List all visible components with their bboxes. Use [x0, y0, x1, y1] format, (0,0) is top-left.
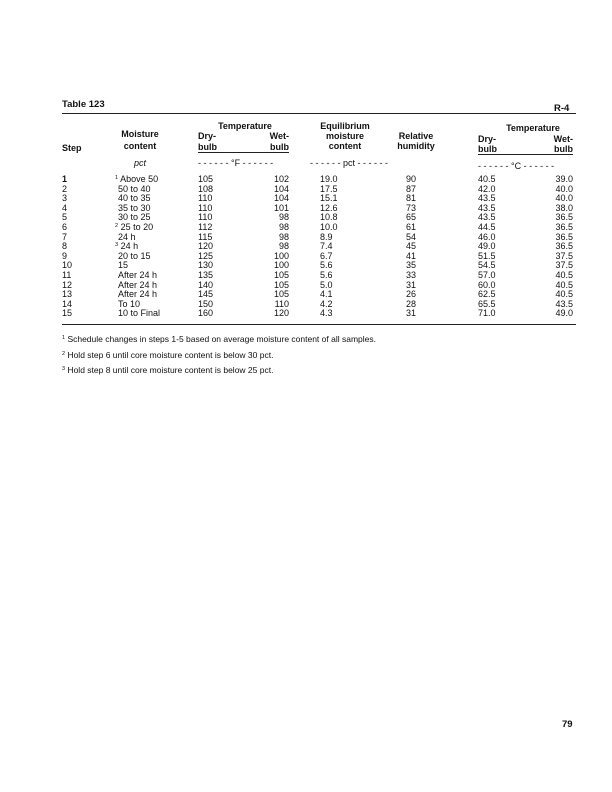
cell-emc: 5.0: [320, 279, 333, 290]
cell-dry-f: 110: [198, 212, 213, 223]
cell-dry-f: 125: [198, 250, 214, 261]
col-wet-bulb-c-2: bulb: [554, 144, 573, 154]
cell-moisture: [118, 289, 157, 299]
cell-rh: 41: [405, 250, 416, 261]
footnote-ref: 2: [115, 223, 119, 229]
cell-rh: 61: [405, 222, 416, 232]
moisture-value: 40 to 35: [118, 193, 151, 204]
cell-wet-c: 36.5: [555, 241, 573, 252]
cell-dry-f: 150: [198, 298, 214, 309]
col-dry-bulb-f-1: Dry-: [198, 131, 217, 141]
cell-dry-c: 62.5: [478, 289, 496, 300]
unit-emc: - - - - - - pct - - - - - -: [310, 158, 388, 168]
moisture-value: To 10: [118, 298, 141, 309]
cell-wet-f: 98: [278, 231, 289, 242]
cell-moisture: [118, 232, 136, 242]
cell-step: 7: [62, 231, 68, 242]
col-temperature-f: Temperature: [218, 121, 272, 131]
col-temperature-c: Temperature: [506, 123, 560, 133]
cell-wet-f: 105: [273, 289, 289, 300]
moisture-value: 10 to Final: [118, 308, 161, 319]
footnote-ref: 3: [115, 242, 119, 249]
cell-step: 5: [62, 212, 68, 223]
cell-dry-c: 40.5: [478, 174, 496, 184]
moisture-value: 24 h: [118, 231, 136, 242]
moisture-value: 50 to 40: [118, 183, 151, 194]
unit-moisture: pct: [133, 158, 146, 168]
cell-dry-c: 65.5: [478, 298, 496, 309]
cell-dry-c: 54.5: [478, 260, 496, 271]
page-number: 79: [562, 719, 573, 730]
cell-wet-f: 104: [273, 193, 289, 204]
cell-emc: 10.0: [320, 222, 338, 232]
cell-moisture: [118, 184, 151, 194]
cell-emc: 4.3: [320, 308, 333, 319]
cell-step: 15: [62, 308, 73, 319]
cell-emc: 5.6: [320, 270, 333, 280]
cell-dry-f: 108: [198, 183, 214, 194]
cell-dry-f: 110: [198, 202, 213, 213]
cell-moisture: [118, 212, 151, 222]
temp-f-underline: [198, 152, 289, 153]
cell-emc: 4.2: [320, 298, 333, 309]
cell-wet-f: 101: [273, 202, 289, 213]
cell-emc: 6.7: [320, 250, 333, 261]
cell-emc: 17.5: [320, 183, 338, 194]
col-dry-bulb-f-2: bulb: [198, 142, 217, 152]
cell-wet-f: 105: [273, 270, 289, 280]
col-equilibrium-3: content: [328, 141, 362, 151]
unit-fahrenheit: - - - - - - °F - - - - - -: [198, 158, 274, 168]
temp-c-underline: [478, 154, 573, 155]
cell-emc: 15.1: [320, 193, 338, 204]
cell-dry-c: 43.5: [478, 193, 496, 204]
cell-dry-f: 145: [198, 289, 214, 300]
cell-emc: 7.4: [320, 241, 333, 252]
cell-wet-f: 100: [273, 260, 289, 271]
cell-step: 2: [62, 183, 68, 194]
footnote-text: Hold step 8 until core moisture content is below 25 pct.: [67, 365, 274, 375]
footnote-text: Schedule changes in steps 1-5 based on average moisture content of all samples.: [67, 334, 376, 344]
cell-moisture: [118, 270, 157, 280]
cell-step: 8: [62, 241, 68, 252]
footnote-mark: 1: [62, 335, 66, 341]
cell-wet-f: 102: [273, 174, 289, 184]
top-rule: [62, 113, 576, 114]
moisture-value: 35 to 30: [118, 202, 151, 213]
cell-wet-f: 98: [278, 222, 289, 232]
cell-wet-f: 105: [273, 279, 289, 290]
cell-wet-f: 110: [274, 298, 289, 309]
col-wet-bulb-f-1: Wet-: [269, 131, 289, 141]
cell-wet-c: 39.0: [555, 174, 573, 184]
footnote-mark: 2: [62, 351, 66, 357]
footnote: [62, 365, 273, 375]
cell-wet-c: 43.5: [555, 298, 573, 309]
cell-dry-c: 43.5: [478, 212, 496, 223]
moisture-value: Above 50: [120, 174, 159, 184]
cell-emc: 5.6: [320, 260, 333, 271]
cell-rh: 90: [405, 174, 416, 184]
cell-wet-c: 40.5: [555, 279, 573, 290]
cell-wet-c: 40.5: [555, 289, 573, 300]
cell-moisture: [118, 299, 140, 309]
col-moisture-1: Moisture: [121, 129, 159, 139]
cell-dry-c: 49.0: [478, 241, 496, 252]
table-label: Table 123: [62, 99, 105, 110]
cell-moisture: [118, 280, 157, 290]
cell-moisture: [115, 222, 153, 232]
moisture-value: 24 h: [120, 241, 139, 252]
cell-wet-f: 100: [273, 250, 289, 261]
col-relative-humidity-2: humidity: [397, 141, 435, 151]
cell-wet-c: 49.0: [555, 308, 573, 319]
cell-rh: 28: [405, 298, 416, 309]
cell-wet-c: 36.5: [555, 222, 573, 232]
cell-step: 12: [62, 279, 73, 290]
cell-wet-c: 37.5: [555, 250, 573, 261]
cell-dry-f: 112: [198, 222, 213, 232]
cell-dry-f: 140: [198, 279, 214, 290]
moisture-value: After 24 h: [118, 270, 158, 280]
cell-dry-c: 57.0: [478, 270, 496, 280]
cell-dry-c: 46.0: [478, 231, 496, 242]
cell-emc: 10.8: [320, 212, 338, 223]
cell-step: 9: [62, 250, 68, 261]
cell-rh: 45: [405, 241, 416, 252]
cell-dry-f: 105: [198, 174, 214, 184]
moisture-value: 25 to 20: [120, 222, 154, 232]
unit-celsius: - - - - - - °C - - - - - -: [478, 161, 555, 171]
cell-wet-c: 38.0: [555, 202, 573, 213]
cell-emc: 8.9: [320, 231, 333, 242]
bottom-rule: [62, 324, 576, 325]
cell-step: 1: [62, 174, 68, 184]
footnote-ref: 1: [115, 175, 119, 181]
cell-emc: 12.6: [320, 202, 338, 213]
cell-rh: 31: [405, 308, 416, 319]
cell-dry-c: 44.5: [478, 222, 496, 232]
cell-rh: 65: [405, 212, 416, 223]
cell-moisture: [115, 241, 138, 251]
cell-step: 4: [62, 202, 68, 213]
cell-dry-f: 120: [198, 241, 214, 252]
moisture-value: 15: [118, 260, 129, 271]
moisture-value: 30 to 25: [118, 212, 151, 223]
cell-emc: 4.1: [320, 289, 333, 300]
cell-rh: 26: [405, 289, 416, 300]
cell-rh: 33: [405, 270, 416, 280]
cell-dry-c: 42.0: [478, 183, 496, 194]
footnote: [62, 350, 273, 360]
cell-dry-c: 60.0: [478, 279, 496, 290]
cell-moisture: [118, 251, 151, 261]
col-dry-bulb-c-2: bulb: [478, 144, 497, 154]
cell-wet-f: 98: [278, 241, 289, 252]
cell-wet-f: 98: [278, 212, 289, 223]
cell-step: 10: [62, 260, 73, 271]
cell-rh: 73: [405, 202, 416, 213]
cell-wet-f: 120: [273, 308, 289, 319]
footnote-text: Hold step 6 until core moisture content is below 30 pct.: [67, 350, 274, 360]
cell-rh: 81: [405, 193, 416, 204]
cell-step: 11: [62, 270, 72, 280]
col-equilibrium-1: Equilibrium: [320, 121, 370, 131]
cell-rh: 31: [405, 279, 416, 290]
cell-moisture: [118, 308, 160, 318]
cell-dry-f: 130: [198, 260, 214, 271]
cell-wet-f: 104: [273, 183, 289, 194]
moisture-value: After 24 h: [118, 279, 158, 290]
col-wet-bulb-f-2: bulb: [270, 142, 289, 152]
cell-moisture: [115, 174, 158, 184]
moisture-value: After 24 h: [118, 289, 158, 300]
cell-step: 14: [62, 298, 73, 309]
cell-step: 6: [62, 222, 68, 232]
cell-rh: 54: [405, 231, 416, 242]
schedule-code: R-4: [554, 103, 570, 114]
cell-step: 13: [62, 289, 73, 300]
col-moisture-2: content: [123, 141, 157, 151]
cell-rh: 87: [405, 183, 416, 194]
footnote-mark: 3: [62, 366, 66, 372]
cell-dry-f: 135: [198, 270, 214, 280]
cell-wet-c: 36.5: [555, 231, 573, 242]
cell-moisture: [118, 193, 151, 203]
cell-wet-c: 36.5: [555, 212, 573, 223]
table-row: [0, 308, 612, 319]
cell-wet-c: 40.5: [555, 270, 573, 280]
col-equilibrium-2: moisture: [325, 131, 364, 141]
cell-dry-f: 110: [198, 193, 213, 204]
cell-dry-c: 43.5: [478, 202, 496, 213]
col-dry-bulb-c-1: Dry-: [478, 134, 497, 144]
cell-dry-c: 51.5: [478, 250, 496, 261]
moisture-value: 20 to 15: [118, 250, 151, 261]
cell-moisture: [118, 260, 128, 270]
cell-moisture: [118, 203, 151, 213]
cell-wet-c: 40.0: [555, 183, 573, 194]
col-step: Step: [62, 143, 82, 153]
col-wet-bulb-c-1: Wet-: [553, 134, 573, 144]
cell-wet-c: 40.0: [555, 193, 573, 204]
cell-emc: 19.0: [320, 174, 338, 184]
cell-dry-c: 71.0: [478, 308, 496, 319]
cell-rh: 35: [405, 260, 416, 271]
cell-dry-f: 115: [198, 231, 213, 242]
footnote: [62, 334, 376, 344]
cell-step: 3: [62, 193, 68, 204]
cell-wet-c: 37.5: [555, 260, 573, 271]
col-relative-humidity-1: Relative: [398, 131, 434, 141]
cell-dry-f: 160: [198, 308, 214, 319]
